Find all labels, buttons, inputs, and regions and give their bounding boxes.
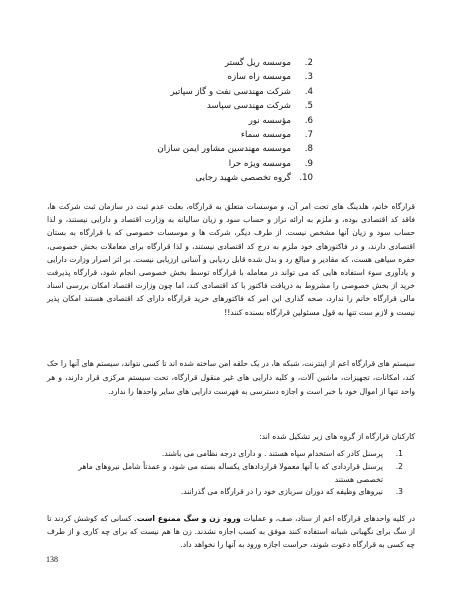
list-number: 2. bbox=[304, 58, 313, 68]
company-list-item bbox=[53, 142, 313, 156]
list-number: 5. bbox=[304, 101, 313, 112]
list-text: شرکت مهندسی سپاسد bbox=[206, 101, 291, 112]
staff-list-item bbox=[53, 461, 403, 487]
list-number: 2. bbox=[395, 461, 403, 471]
list-number: 4. bbox=[304, 86, 313, 97]
list-text: موسسه سماء bbox=[240, 130, 291, 141]
company-list-item bbox=[53, 157, 313, 171]
staff-list bbox=[53, 448, 403, 499]
paragraph-systems: سیستم های قرارگاه اعم از اینترنت، شبکه ها، در یک حلقه امن ساخته شده اند تا کسی نتواند، سیستم های آنها را حک کند، امکانات، تجهیزات، ماشین آلات، و کلیه دارایی های غیر منقول قرارگاه، تحت سیستم مرکزی قرار دارند، و هر واحد تنها از اموال خود با خبر است و اجازه دسترسی به فهرست دارایی های سایر واحدها را ندارد. bbox=[47, 359, 415, 396]
list-number: 10. bbox=[299, 173, 313, 184]
paragraph-staff-intro: کارکنان قرارگاه از گروه های زیر تشکیل شده اند: bbox=[259, 432, 415, 441]
list-number: 3. bbox=[395, 487, 403, 497]
company-list-item bbox=[53, 99, 313, 113]
list-number: 8. bbox=[304, 144, 313, 155]
paragraph-entry-rules bbox=[47, 512, 415, 552]
list-text: پرسنل قراردادی که با آنها معمولا قراردادهای یکساله بسته می شود، و عمدتاً شامل نیروهای ماهر تخصصی هستند bbox=[78, 461, 383, 484]
company-list bbox=[53, 56, 313, 186]
list-text: موسسه ریل گستر bbox=[224, 58, 291, 68]
list-text: شرکت مهندسی نفت و گاز سپاتیر bbox=[170, 86, 291, 97]
list-number: 7. bbox=[304, 130, 313, 141]
page-number: 138 bbox=[46, 555, 58, 564]
list-text: نیروهای وظیفه که دوران سربازی خود را در قرارگاه می گذرانند. bbox=[180, 487, 383, 497]
list-text: گروه تخصصی شهید رجایی bbox=[195, 173, 291, 184]
entry-rules-text-2: . کسانی که کوشش کردند تا از سگ برای نگهبانی شبانه استفاده کنند موفق به کسب اجازه نشدند. زن ها هم نیست که برای چه کاری و از طرف چه کسی به قرارگاه دعوت شوند، حراست اجازه ورود به آنها را نخواهد داد. bbox=[47, 514, 415, 550]
company-list-item bbox=[53, 171, 313, 185]
list-text: موسسه ویژه حرا bbox=[228, 158, 291, 169]
entry-rules-bold: ورود زن و سگ ممنوع است bbox=[136, 514, 241, 523]
list-text: موسسه مهندسین مشاور ایمن سازان bbox=[157, 144, 291, 155]
list-text: مؤسسه نور bbox=[248, 115, 291, 126]
list-text: پرسنل کادر که استخدام سپاه هستند . و دارای درجه نظامی می باشند. bbox=[161, 449, 383, 458]
company-list-item bbox=[53, 114, 313, 128]
company-list-item bbox=[53, 85, 313, 99]
list-number: 6. bbox=[304, 115, 313, 126]
list-number: 1. bbox=[395, 449, 403, 458]
company-list-item bbox=[53, 70, 313, 84]
list-text: موسسه راه سازه bbox=[227, 72, 291, 83]
company-list-item bbox=[53, 56, 313, 70]
list-number: 9. bbox=[304, 158, 313, 169]
list-number: 3. bbox=[304, 72, 313, 83]
paragraph-financial: قرارگاه خاتم، هلدینگ های تحت امر آن، و موسسات متعلق به قرارگاه، بعلت عدم ثبت در سازمان ثبت شرکت ها، فاقد کد اقتصادی بوده، و ملزم به ارائه تراز و حساب سود و زیان سالیانه به وزارت اقتصاد و دارایی نیستند، و لذا حساب سود و زیان آنها مشخص نیست. از طرف دیگر، شرکت ها و موسسات خصوصی که با قرارگاه به بستان اقتصادی دارند، و در فاکتورهای خود ملزم به درج کد اقتصادی نیستند، و لذا قرارگاه برای معاملات بخش خصوصی، حفره سیاهی هست، که مقادیر و مبالغ رد و بدل شده قابل ردیابی و آسانی ارزیابی نیست. بر اثر اصرار وزارت دارایی و یادآوری سوء استفاده هایی که می تواند در معامله با قرارگاه توسط بخش خصوصی انجام شود، قرارگاه پذیرفت خرید از بخش خصوصی را مشروط به دریافت فاکتور با کد اقتصادی کند، اما چون وزارت اقتصاد امکان بررسی اسناد مالی قرارگاه خاتم را ندارد، صحه گذاری این امر که فاکتورهای خرید قرارگاه دارای کد اقتصادی هستند امکان پذیر نیست و لازم ست تنها به قول مسئولین قرارگاه بسنده کنند!! bbox=[47, 202, 415, 317]
company-list-item bbox=[53, 128, 313, 142]
entry-rules-text-1: در کلیه واحدهای قرارگاه اعم از ستاد، صف، و عملیات bbox=[240, 514, 415, 523]
staff-list-item bbox=[53, 448, 403, 461]
staff-list-item bbox=[53, 486, 403, 499]
